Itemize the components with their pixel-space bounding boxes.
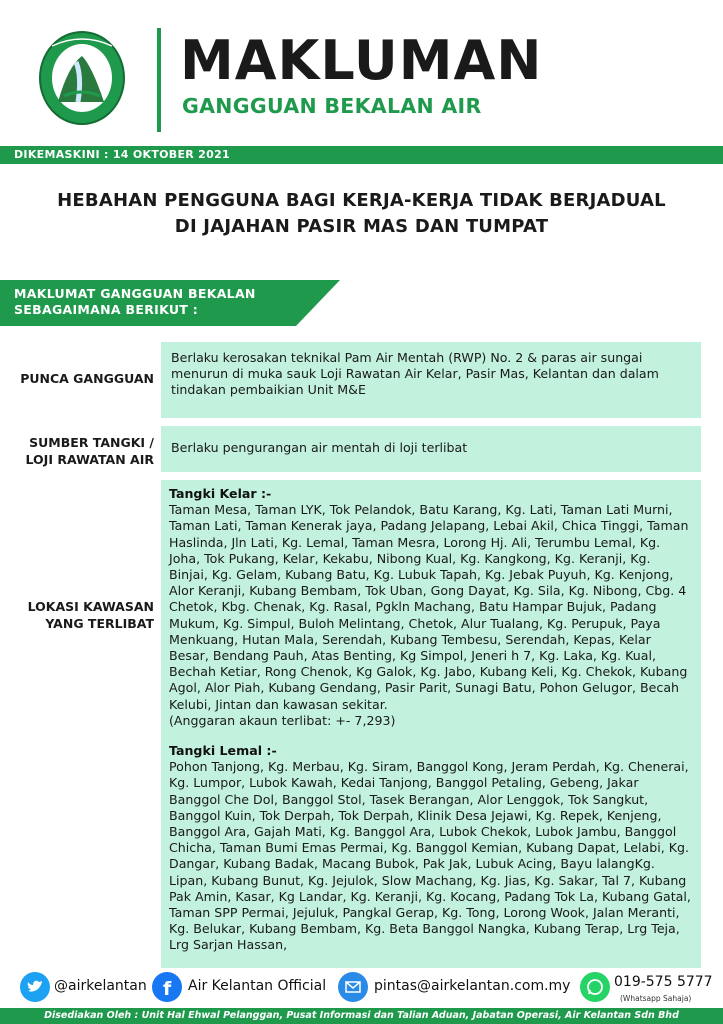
sumber-text: Berlaku pengurangan air mentah di loji terlibat	[171, 440, 468, 455]
kelar-title: Tangki Kelar :-	[169, 486, 272, 501]
update-date: DIKEMASKINI : 14 OKTOBER 2021	[14, 148, 230, 161]
lokasi-label-line-1: LOKASI KAWASAN	[27, 599, 154, 614]
page-title: MAKLUMAN	[180, 29, 543, 92]
svg-text:f: f	[163, 978, 172, 1000]
lokasi-label-line-2: YANG TERLIBAT	[45, 616, 154, 631]
contact-footer	[0, 968, 723, 1008]
header-divider	[157, 28, 161, 132]
facebook-icon[interactable]	[152, 972, 182, 1002]
air-kelantan-logo	[38, 26, 126, 126]
prepared-by-bar	[0, 1008, 723, 1024]
email-address[interactable]: pintas@airkelantan.com.my	[374, 978, 571, 994]
whatsapp-note: (Whatsapp Sahaja)	[620, 994, 692, 1003]
lemal-title: Tangki Lemal :-	[169, 743, 277, 759]
sumber-label-line-2: LOJI RAWATAN AIR	[25, 452, 154, 467]
lokasi-label	[8, 598, 154, 632]
sumber-box	[161, 426, 701, 472]
page-subtitle: GANGGUAN BEKALAN AIR	[182, 94, 482, 118]
section-banner-line-2: SEBAGAIMANA BERIKUT :	[14, 302, 199, 317]
sumber-label-line-1: SUMBER TANGKI /	[29, 435, 154, 450]
twitter-handle[interactable]: @airkelantan	[54, 978, 147, 994]
twitter-icon[interactable]	[20, 972, 50, 1002]
section-banner-line-1: MAKLUMAT GANGGUAN BEKALAN	[14, 286, 256, 301]
facebook-page[interactable]: Air Kelantan Official	[188, 978, 327, 994]
headline-line-2: DI JAJAHAN PASIR MAS DAN TUMPAT	[174, 216, 549, 237]
whatsapp-number[interactable]: 019-575 5777	[614, 974, 713, 990]
sumber-label	[8, 434, 154, 468]
headline-line-1: HEBAHAN PENGGUNA BAGI KERJA-KERJA TIDAK BERJADUAL	[57, 190, 666, 211]
punca-box	[161, 342, 701, 418]
prepared-by-text: Disediakan Oleh : Unit Hal Ehwal Pelanggan, Pusat Informasi dan Talian Aduan, Jabatan Operasi, Air Kelantan Sdn Bhd	[44, 1010, 679, 1021]
lokasi-box	[161, 480, 701, 968]
kelar-areas: Taman Mesa, Taman LYK, Tok Pelandok, Batu Karang, Kg. Lati, Taman Lati Murni, Taman Lati, Taman Kenerak jaya, Padang Jelapang, Lebai Akil, Chica Tinggi, Taman Haslinda, Jln Lati, Kg. Lemal, Taman Mesra, Lorong Hj. Ali, Terumbu Lemal, Kg. Joha, Tok Pukang, Kelar, Kekabu, Nibong Kual, Kg. Kangkong, Kg. Keranji, Kg. Binjai, Kg. Gelam, Kubang Batu, Kg. Lubuk Tapah, Kg. Jebak Puyuh, Kg. Kenjong, Alor Keranji, Kubang Bembam, Tok Uban, Gong Dayat, Kg. Sila, Kg. Nibong, Cbg. 4 Chetok, Kbg. Chenak, Kg. Rasal, Pgkln Machang, Batu Hampar Bujuk, Padang Mukum, Kg. Simpul, Buloh Melintang, Chetok, Alur Tualang, Kg. Perupuk, Paya Menkuang, Hutan Mala, Serendah, Kubang Tembesu, Serendah, Kepas, Kelar Besar, Bendang Pauh, Atas Benting, Kg Simpol, Jeneri h 7, Kg. Laka, Kg. Kual, Bechah Ketiar, Rong Chenok, Kg Galok, Kg. Jabo, Kubang Keli, Kg. Chekok, Kubang Agol, Alor Piah, Kubang Gendang, Pasir Parit, Sunagi Batu, Pohon Gelugor, Becah Kelubi, Jintan dan kawasan sekitar.	[169, 502, 689, 712]
whatsapp-icon[interactable]	[580, 972, 610, 1002]
announcement-headline	[0, 188, 723, 240]
lemal-areas: Pohon Tanjong, Kg. Merbau, Kg. Siram, Banggol Kong, Jeram Perdah, Kg. Chenerai, Kg. Lumpor, Lubok Kawah, Kedai Tanjong, Banggol Petaling, Gebeng, Jakar Banggol Che Dol, Banggol Stol, Tasek Berangan, Alor Lenggok, Tok Sangkut, Banggol Kuin, Tok Derpah, Tok Derpah, Klinik Desa Jejawi, Kg. Repek, Kenjeng, Banggol Ara, Gajah Mati, Kg. Banggol Ara, Lubok Chekok, Lubok Jambu, Banggol Chicha, Taman Bumi Emas Permai, Kg. Banggol Kemian, Kubang Dapat, Lelabi, Kg. Dangar, Kubang Badak, Macang Bubok, Pak Jak, Lubuk Acing, Bayu lalangKg. Lipan, Kubang Bunut, Kg. Jejulok, Slow Machang, Kg. Jias, Kg. Sakar, Tal 7, Kubang Pak Amin, Kasar, Kg Landar, Kg. Keranji, Kg. Kocang, Padang Tok La, Kubang Gatal, Taman SPP Permai, Jejuluk, Pangkal Gerap, Kg. Tong, Lorong Wook, Jalan Meranti, Kg. Belukar, Kubang Bembam, Kg. Beta Banggol Nangka, Kubang Terap, Lrg Teja, Lrg Sarjan Hassan,	[169, 759, 691, 953]
punca-text: Berlaku kerosakan teknikal Pam Air Mentah (RWP) No. 2 & paras air sungai menurun di muka sauk Loji Rawatan Air Kelar, Pasir Mas, Kelantan dan dalam tindakan pembaikian Unit M&E	[171, 350, 659, 398]
punca-label: PUNCA GANGGUAN	[20, 371, 154, 386]
section-banner	[0, 280, 340, 326]
email-icon[interactable]	[338, 972, 368, 1002]
kelar-count: (Anggaran akaun terlibat: +- 7,293)	[169, 712, 396, 728]
update-bar	[0, 146, 723, 164]
